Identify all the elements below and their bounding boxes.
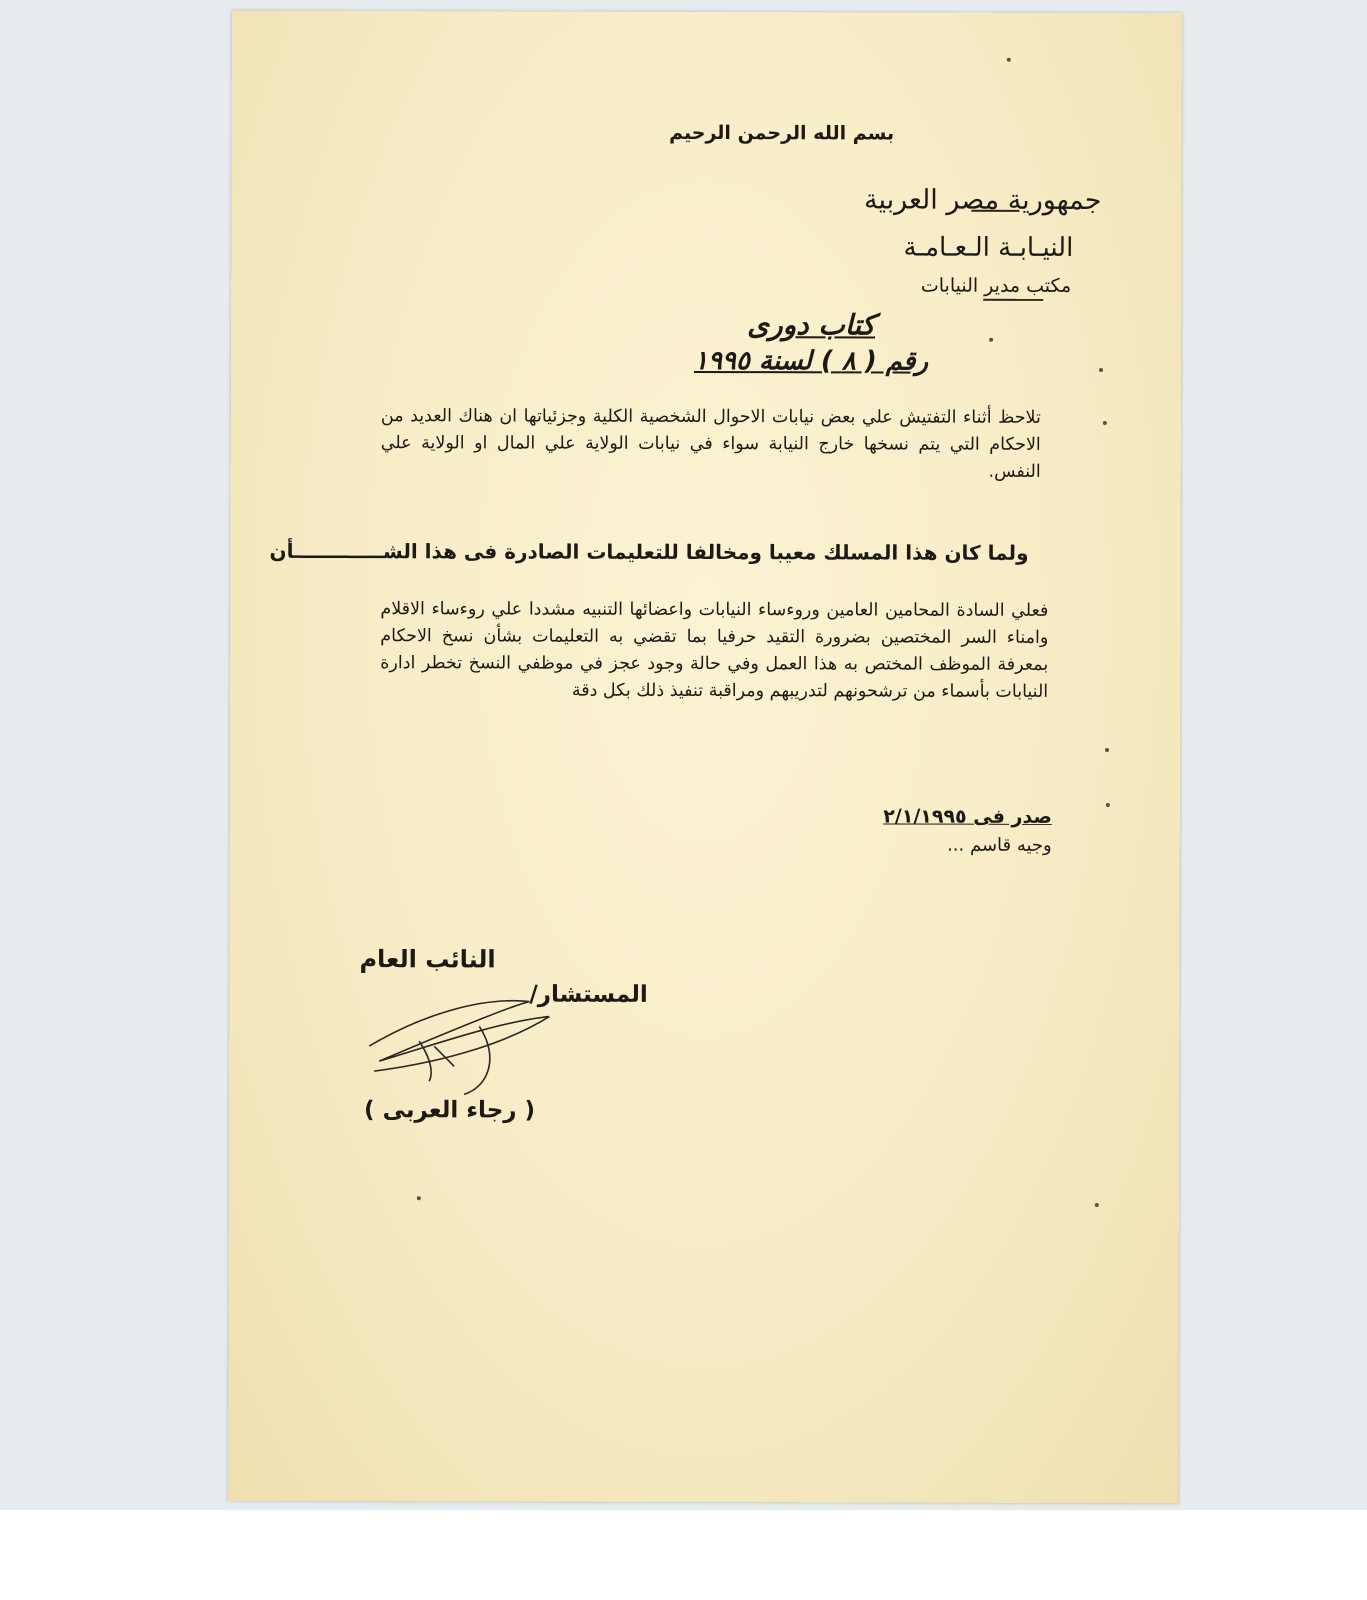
scan-speck bbox=[1007, 58, 1011, 62]
office-underline bbox=[983, 299, 1043, 301]
issuer-name: وجيه قاسم ... bbox=[947, 834, 1052, 856]
signatory-title: النائب العام bbox=[359, 945, 496, 974]
paragraph-instructions: فعلي السادة المحامين العامين وروءساء النيابات واعضائها التنبيه مشددا علي روءساء الاقلام وامناء السر المختصين بضرورة التقيد حرفيا بما تقضي به التعليمات بشأن نسخ الاحكام بمعرفة الموظف المختص به هذا العمل وفي حالة وجود عجز في موظفي النسخ تخطر ادارة النيابات بأسماء من ترشحونهم لتدريبهم ومراقبة تنفيذ ذلك بكل دقة bbox=[380, 599, 1049, 702]
letterhead-authority: النيـابـة الـعـامـة bbox=[903, 232, 1074, 263]
scan-speck bbox=[1105, 748, 1109, 752]
issue-date: صدر فى ٢/١/١٩٩٥ bbox=[883, 805, 1052, 828]
scan-speck bbox=[417, 1196, 421, 1200]
scan-speck bbox=[989, 338, 993, 342]
signatory-name: ( رجاء العربى ) bbox=[364, 1097, 536, 1124]
paragraph-observation: تلاحظ أثناء التفتيش علي بعض نيابات الاحوال الشخصية الكلية وجزئياتها ان هناك العديد من الاحكام التي يتم نسخها خارج النيابة سواء في نيابات الولاية علي المال او الولاية علي النفس. bbox=[380, 406, 1041, 482]
scan-speck bbox=[1103, 421, 1107, 425]
lead-sentence: ولما كان هذا المسلك معيبا ومخالفا للتعليمات الصادرة فى هذا الشـــــــــــــأن bbox=[269, 538, 1029, 565]
scan-speck bbox=[1099, 368, 1103, 372]
document-title: كتاب دورى bbox=[747, 308, 876, 342]
letterhead-underline bbox=[971, 210, 1019, 212]
letterhead-office: مكتب مدير النيابات bbox=[920, 274, 1072, 297]
handwritten-signature bbox=[359, 986, 579, 1107]
basmala: بسم الله الرحمن الرحيم bbox=[669, 121, 895, 145]
document-page bbox=[228, 11, 1182, 1503]
scan-speck bbox=[1106, 803, 1110, 807]
signatory-role: المستشار/ bbox=[529, 981, 648, 1008]
document-number: رقم ( ٨ ) لسنة ١٩٩٥ bbox=[693, 345, 929, 377]
scan-speck bbox=[1095, 1203, 1099, 1207]
letterhead-country: جمهورية مصر العربية bbox=[863, 184, 1102, 217]
